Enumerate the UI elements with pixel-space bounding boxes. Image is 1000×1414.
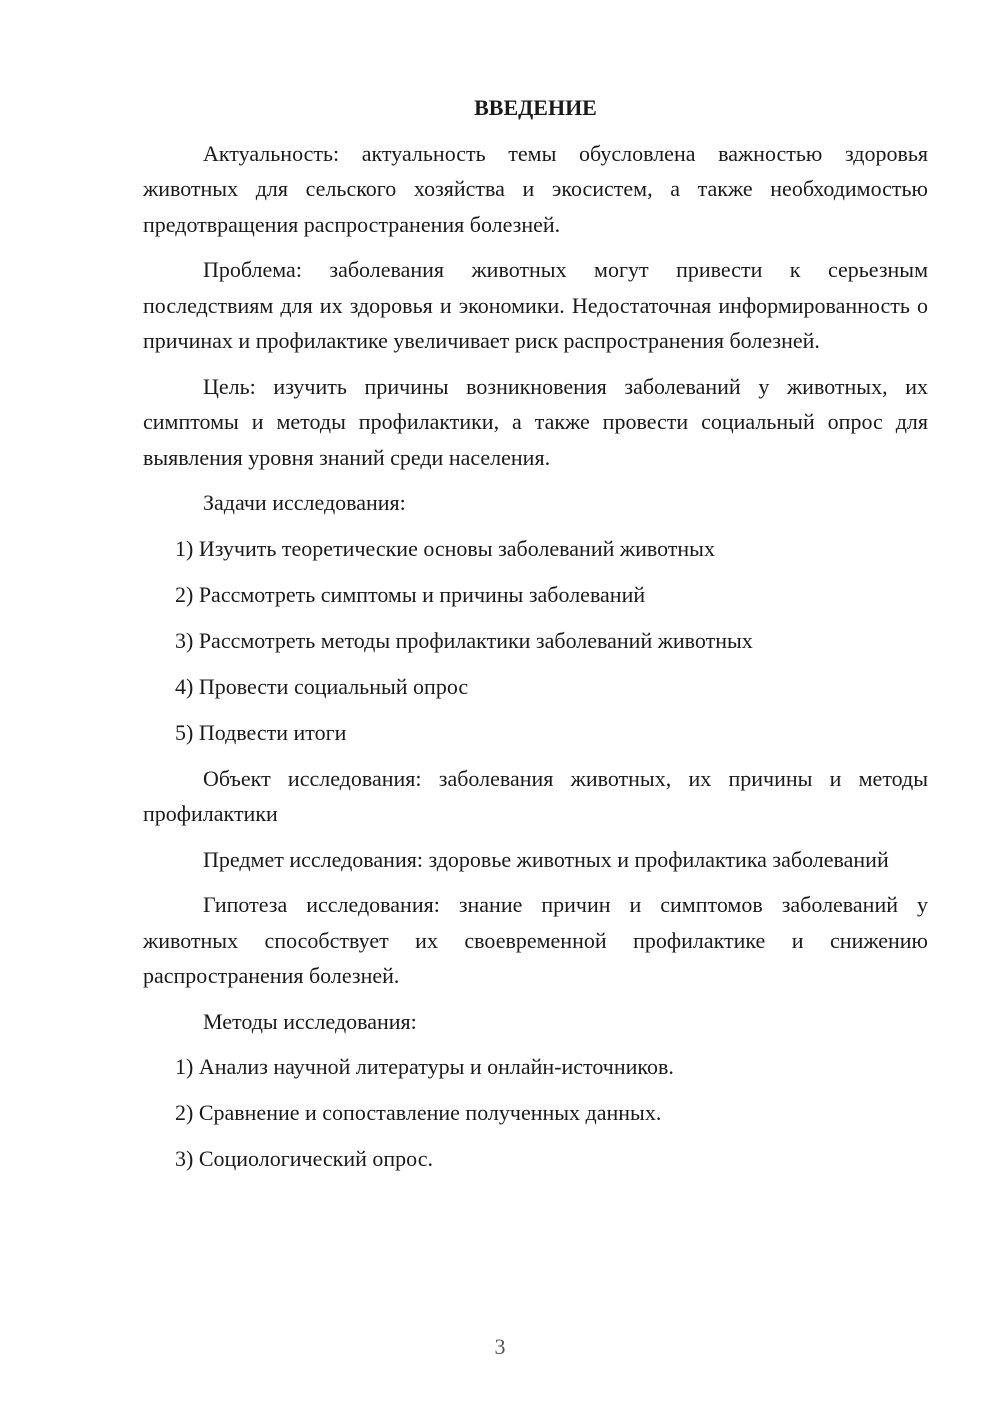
task-item: 5) Подвести итоги [175,719,347,745]
task-item: 1) Изучить теоретические основы заболеваний животных [175,535,715,561]
task-item: 4) Провести социальный опрос [175,673,469,699]
goal-paragraph: Цель: изучить причины возникновения заболеваний у животных, их симптомы и методы профилактики, а также провести социальный опрос для выявления уровня знаний среди населения. [143,373,928,470]
hypothesis-paragraph: Гипотеза исследования: знание причин и симптомов заболеваний у животных способствует их своевременной профилактике и снижению распространения болезней. [143,892,928,988]
document-page [143,90,928,1187]
object-paragraph: Объект исследования: заболевания животных, их причины и методы профилактики [143,765,928,826]
subject-paragraph: Предмет исследования: здоровье животных и профилактика заболеваний [203,846,889,872]
page-title: ВВЕДЕНИЕ [474,95,597,120]
method-item: 1) Анализ научной литературы и онлайн-источников. [175,1054,674,1079]
tasks-list [143,531,928,751]
relevance-paragraph: Актуальность: актуальность темы обусловлена важностью здоровья животных для сельского хозяйства и экосистем, а также необходимостью предотвращения распространения болезней. [143,140,928,237]
problem-paragraph: Проблема: заболевания животных могут привести к серьезным последствиям для их здоровья и экономики. Недостаточная информированность о причинах и профилактике увеличивает риск распространения болезней. [143,257,928,353]
task-item: 3) Рассмотреть методы профилактики заболеваний животных [175,627,753,653]
methods-list [143,1049,928,1177]
page-number: 3 [494,1334,506,1359]
methods-title: Методы исследования: [203,1008,417,1034]
tasks-title: Задачи исследования: [203,490,406,515]
task-item: 2) Рассмотреть симптомы и причины заболеваний [175,581,646,607]
method-item: 3) Социологический опрос. [175,1146,433,1171]
method-item: 2) Сравнение и сопоставление полученных данных. [175,1100,662,1125]
